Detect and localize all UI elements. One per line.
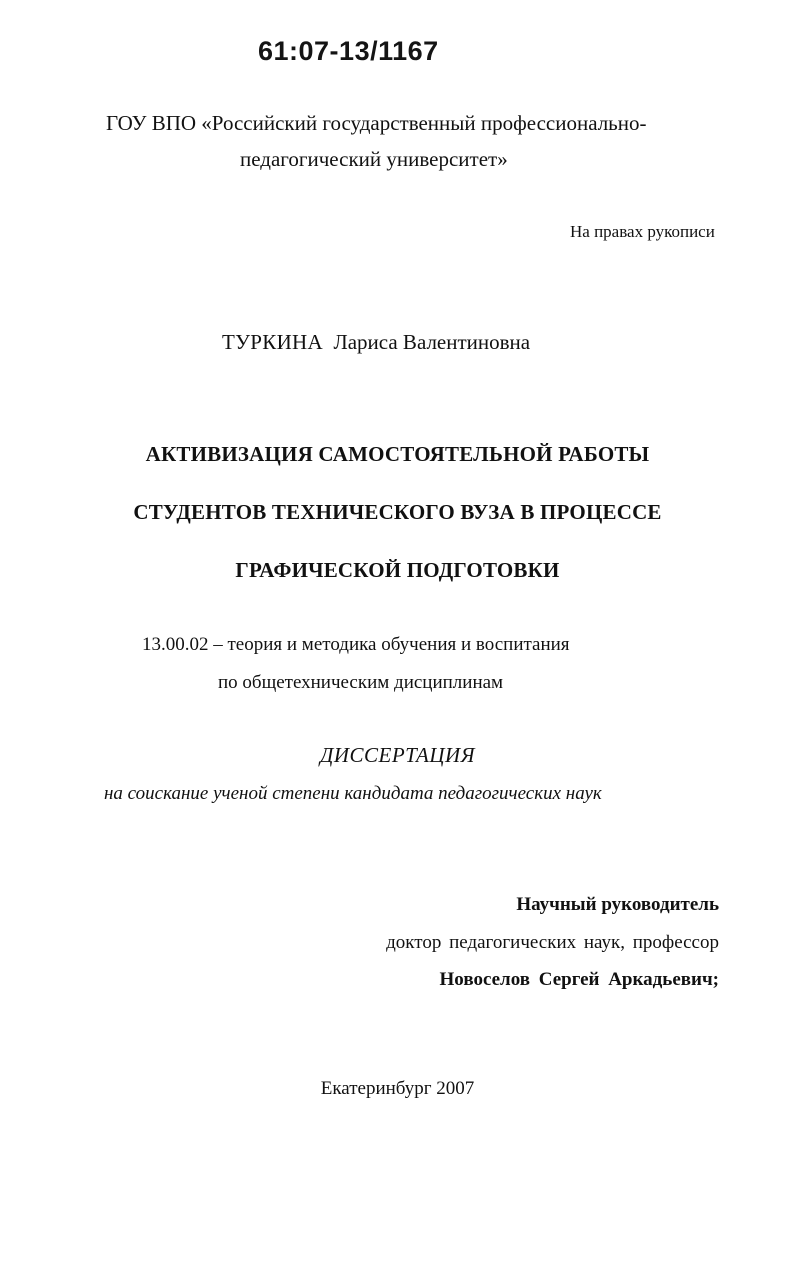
- supervisor-name: Новоселов Сергей Аркадьевич;: [439, 969, 719, 990]
- title-line-2: СТУДЕНТОВ ТЕХНИЧЕСКОГО ВУЗА В ПРОЦЕССЕ: [133, 500, 662, 524]
- author-given-names: Лариса Валентиновна: [333, 330, 531, 354]
- place-and-year: Екатеринбург 2007: [320, 1078, 475, 1099]
- catalog-number: 61:07-13/1167: [258, 36, 439, 66]
- institution-line-2: педагогический университет»: [240, 147, 508, 171]
- title-line-3: ГРАФИЧЕСКОЙ ПОДГОТОВКИ: [235, 558, 560, 582]
- institution-line-1: ГОУ ВПО «Российский государственный профессионально-: [106, 111, 647, 135]
- title-line-1: АКТИВИЗАЦИЯ САМОСТОЯТЕЛЬНОЙ РАБОТЫ: [145, 442, 650, 466]
- supervisor-degree: доктор педагогических наук, профессор: [386, 932, 719, 953]
- specialty-line-1: 13.00.02 – теория и методика обучения и воспитания: [142, 634, 570, 655]
- specialty-line-2: по общетехническим дисциплинам: [218, 672, 504, 693]
- author-surname: ТУРКИНА: [222, 330, 323, 354]
- degree-purpose: на соискание ученой степени кандидата педагогических наук: [104, 783, 602, 804]
- supervisor-role: Научный руководитель: [516, 894, 719, 915]
- work-type: ДИССЕРТАЦИЯ: [319, 743, 475, 767]
- author-name: [222, 330, 530, 355]
- manuscript-rights-note: На правах рукописи: [570, 222, 715, 241]
